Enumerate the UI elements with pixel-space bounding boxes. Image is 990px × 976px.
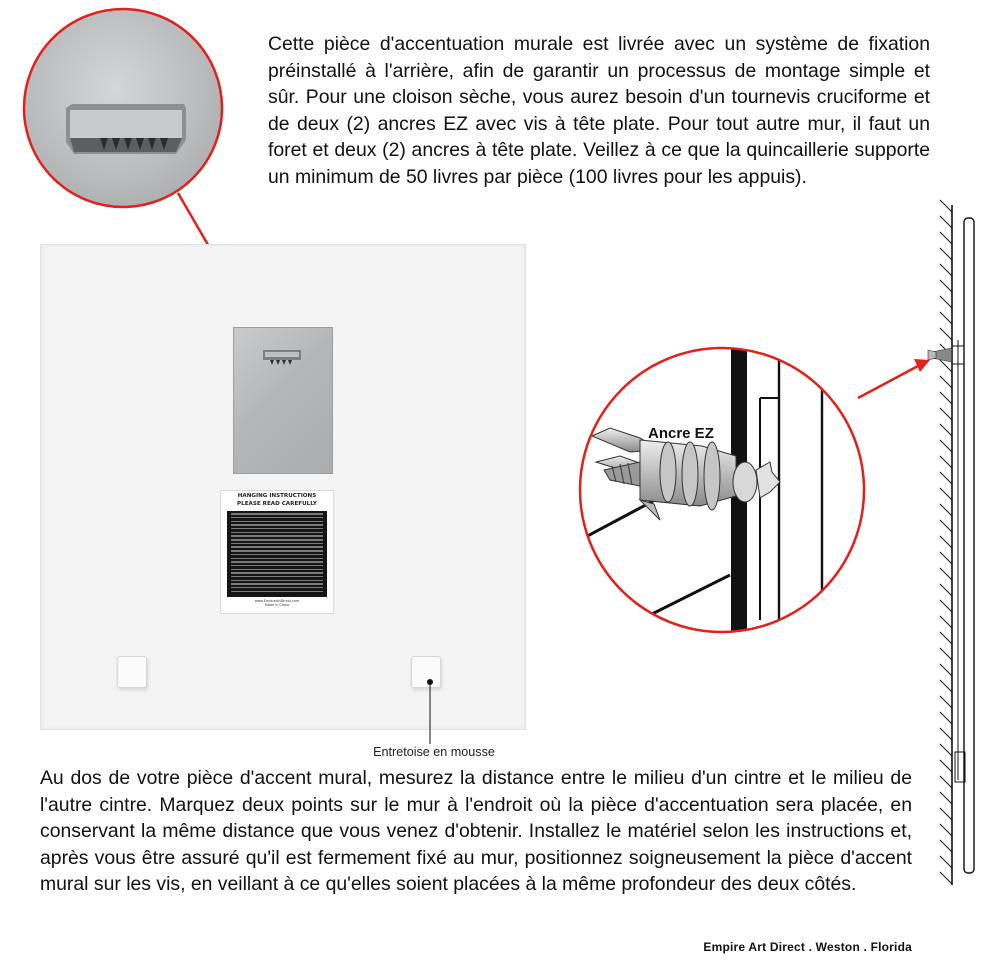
ez-anchor-label: Ancre EZ xyxy=(648,425,714,442)
instructions-paragraph: Au dos de votre pièce d'accent mural, mesurez la distance entre le milieu d'un cintre et le milieu de l'autre cintre. Marquez deux points sur le mur à l'endroit où la pièce d'accentuation sera placée, en conservant la même distance que vous venez d'obtenir. Installez le matériel selon les instructions et, après vous être assuré qu'il est fermement fixé au mur, positionnez soigneusement la pièce d'accent mural sur les vis, en veillant à ce qu'elles soient placées à la même profondeur des deux côtés. xyxy=(40,767,912,896)
foam-spacer-label: Entretoise en mousse xyxy=(373,745,495,759)
instructions-label-origin: Made in China xyxy=(264,603,290,607)
company-footer: Empire Art Direct . Weston . Florida xyxy=(703,940,912,954)
instructions-label-website: www.EmpireArtDirect.com xyxy=(254,599,300,603)
instructions-label-subtitle: PLEASE READ CAREFULLY xyxy=(237,501,317,508)
intro-paragraph: Cette pièce d'accentuation murale est livrée avec un système de fixation préinstallé à l'arrière, afin de garantir un processus de montage simple et sûr. Pour une cloison sèche, vous aurez besoin d'un tournevis cruciforme et de deux (2) ancres EZ avec vis à tête plate. Pour tout autre mur, il faut un foret et deux (2) ancres à tête plate. Veillez à ce que la quincaillerie supporte un minimum de 50 livres par pièce (100 livres pour les appuis). xyxy=(268,33,930,188)
instructions-label-title: HANGING INSTRUCTIONS xyxy=(237,493,317,499)
